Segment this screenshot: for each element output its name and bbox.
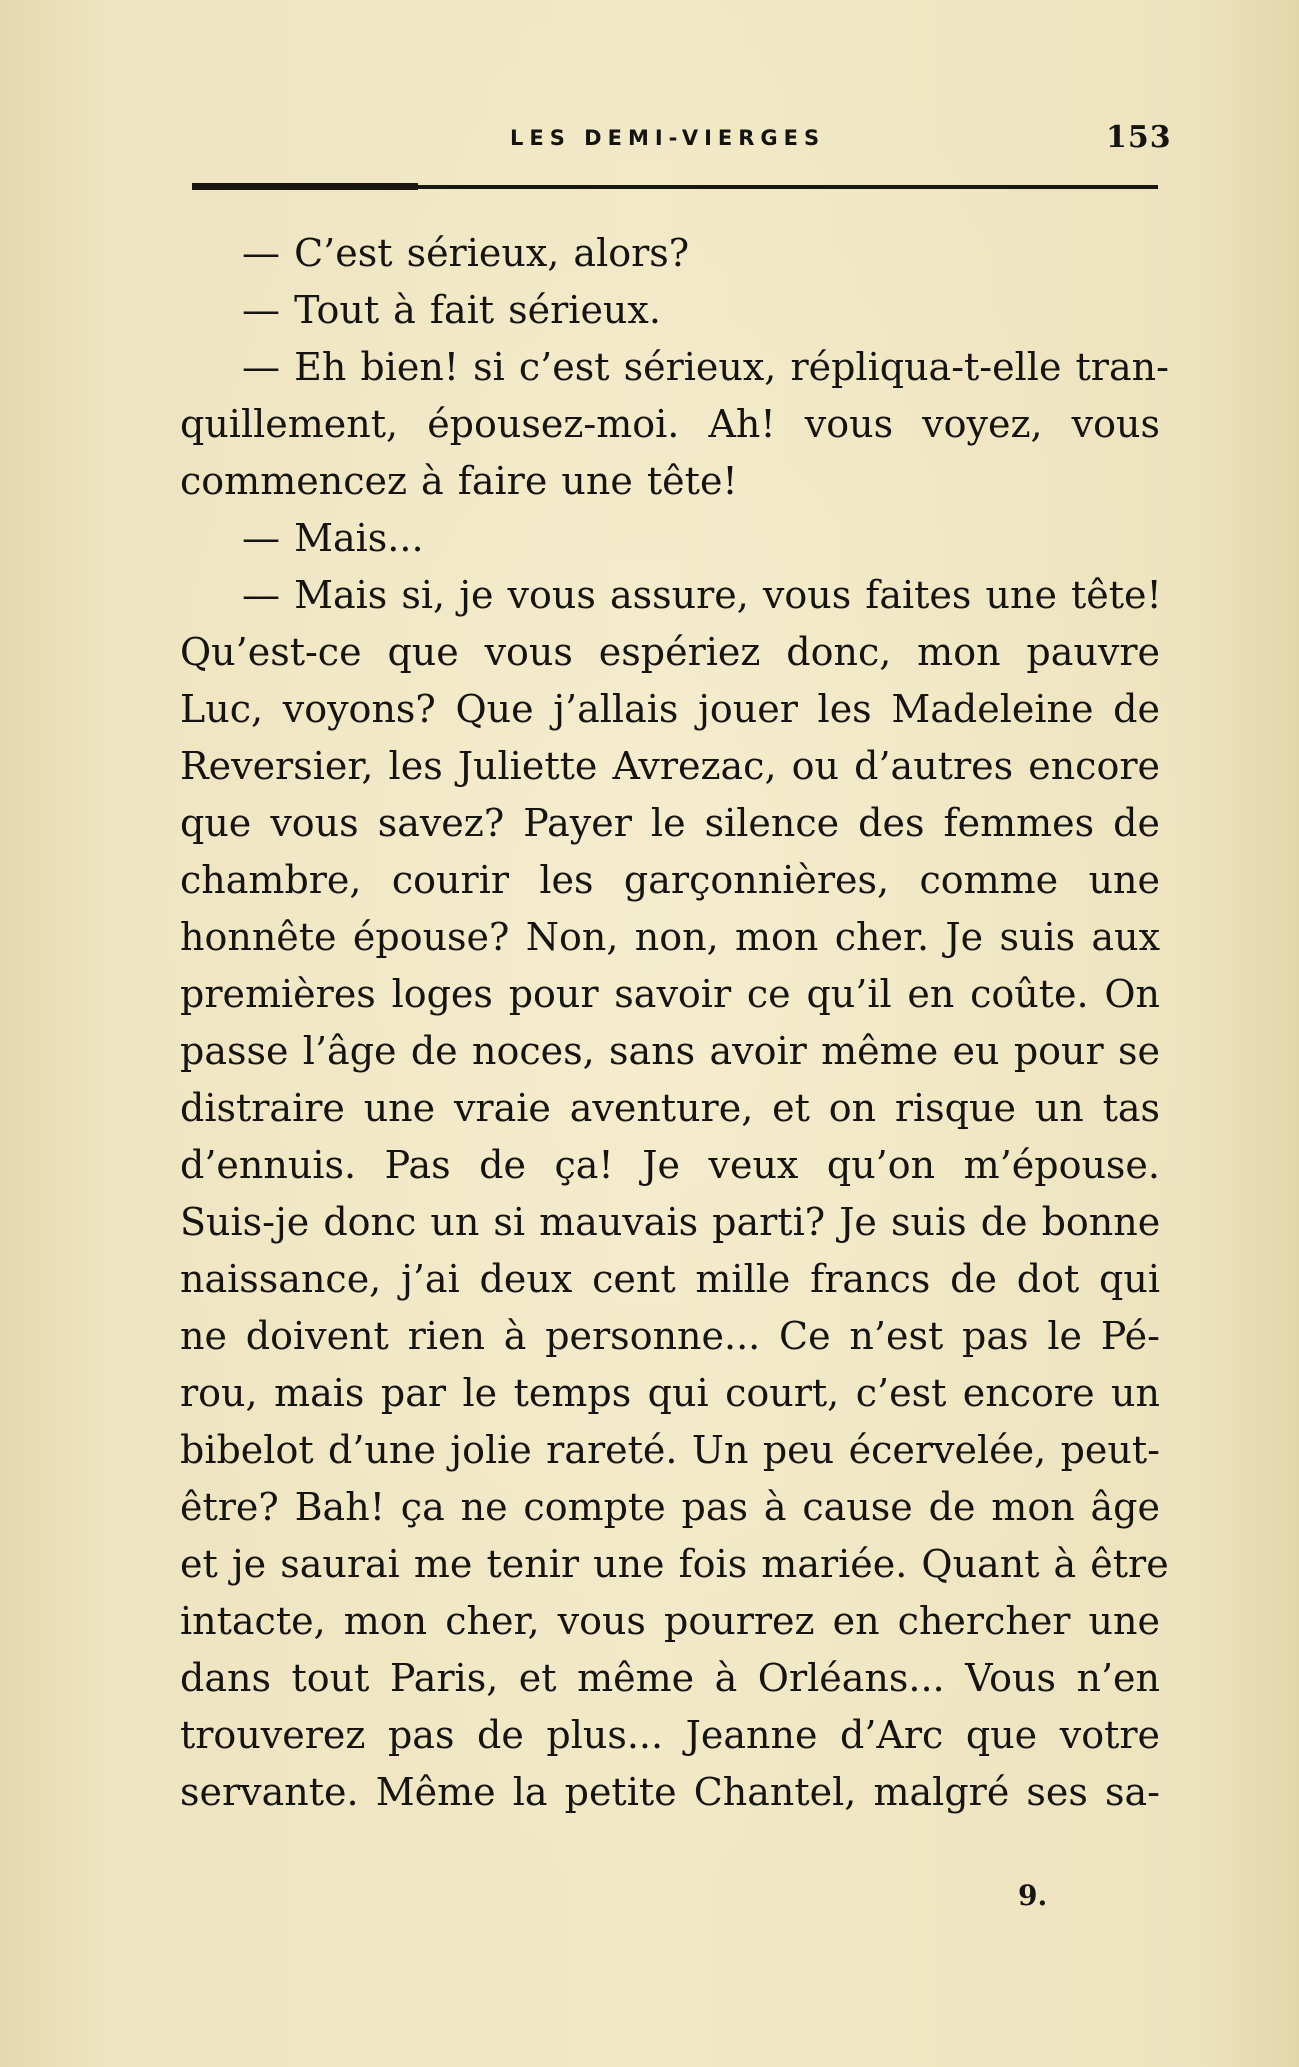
text-line: servante. Même la petite Chantel, malgré ses sa- xyxy=(180,1770,1160,1814)
running-title: LES DEMI-VIERGES xyxy=(510,126,826,150)
text-line: premières loges pour savoir ce qu’il en coûte. On xyxy=(180,972,1160,1016)
text-line: Reversier, les Juliette Avrezac, ou d’autres encore xyxy=(180,744,1160,788)
text-line: quillement, épousez-moi. Ah! vous voyez, vous xyxy=(180,402,1160,446)
text-line: commencez à faire une tête! xyxy=(180,459,738,503)
signature-mark: 9. xyxy=(1018,1879,1048,1912)
page-number: 153 xyxy=(1106,120,1172,155)
text-line: que vous savez? Payer le silence des femmes de xyxy=(180,801,1160,845)
text-line: distraire une vraie aventure, et on risque un tas xyxy=(180,1086,1160,1130)
text-line: naissance, j’ai deux cent mille francs de dot qui xyxy=(180,1257,1160,1301)
header-rule xyxy=(192,185,1158,189)
text-line: Luc, voyons? Que j’allais jouer les Madeleine de xyxy=(180,687,1160,731)
text-line: chambre, courir les garçonnières, comme une xyxy=(180,858,1160,902)
text-line: — Mais... xyxy=(242,516,424,560)
text-line: d’ennuis. Pas de ça! Je veux qu’on m’épouse. xyxy=(180,1143,1160,1187)
text-line: bibelot d’une jolie rareté. Un peu écervelée, peut- xyxy=(180,1428,1160,1472)
text-line: dans tout Paris, et même à Orléans... Vous n’en xyxy=(180,1656,1160,1700)
text-line: — Tout à fait sérieux. xyxy=(242,288,661,332)
text-line: Qu’est-ce que vous espériez donc, mon pauvre xyxy=(180,630,1160,674)
text-line: ne doivent rien à personne... Ce n’est pas le Pé- xyxy=(180,1314,1160,1358)
text-line: et je saurai me tenir une fois mariée. Quant à être xyxy=(180,1542,1169,1586)
text-line: passe l’âge de noces, sans avoir même eu pour se xyxy=(180,1029,1160,1073)
text-line: Suis-je donc un si mauvais parti? Je suis de bonne xyxy=(180,1200,1161,1244)
text-line: rou, mais par le temps qui court, c’est encore un xyxy=(180,1371,1160,1415)
text-line: — Eh bien! si c’est sérieux, répliqua-t-elle tran- xyxy=(242,345,1169,389)
text-line: intacte, mon cher, vous pourrez en chercher une xyxy=(180,1599,1160,1643)
text-line: — C’est sérieux, alors? xyxy=(242,231,690,275)
text-line: honnête épouse? Non, non, mon cher. Je suis aux xyxy=(180,915,1160,959)
body-text xyxy=(180,225,1169,1821)
text-line: être? Bah! ça ne compte pas à cause de mon âge xyxy=(180,1485,1160,1529)
text-line: — Mais si, je vous assure, vous faites une tête! xyxy=(242,573,1162,617)
running-head xyxy=(0,118,1299,158)
header-rule-thick-segment xyxy=(192,183,418,190)
text-line: trouverez pas de plus... Jeanne d’Arc que votre xyxy=(180,1713,1160,1757)
